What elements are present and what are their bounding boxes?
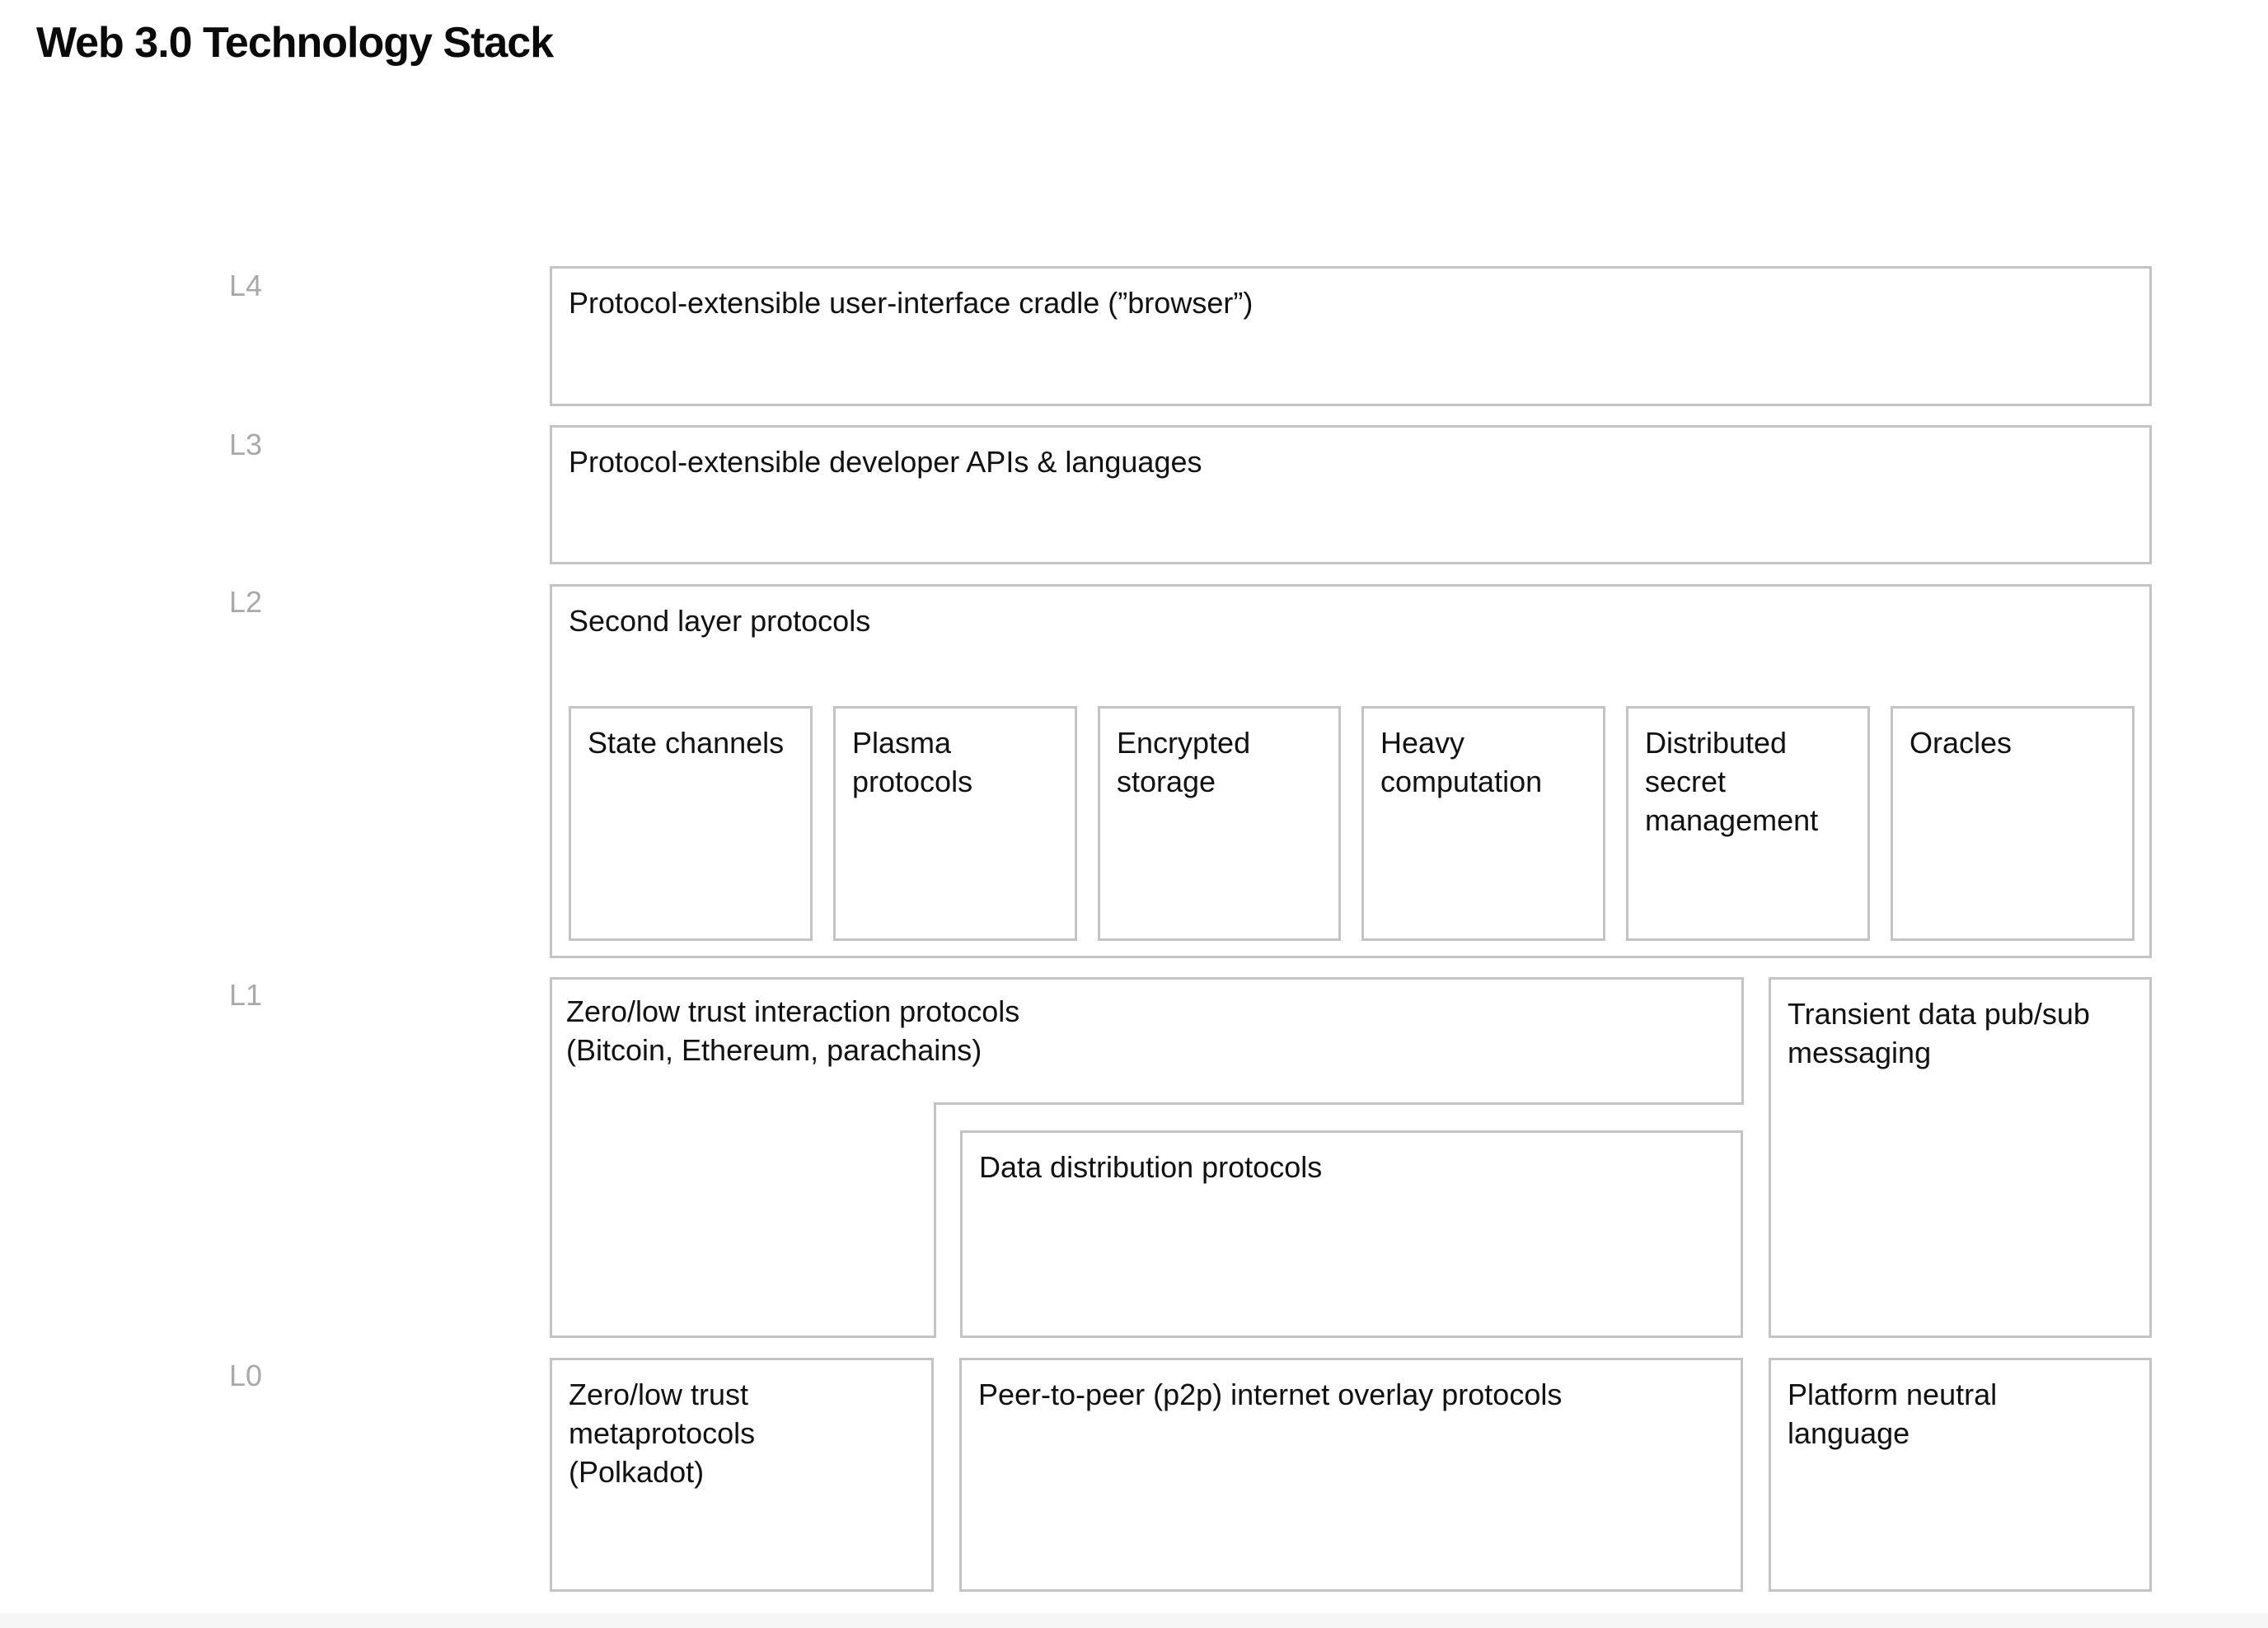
level-label-l4: L4 — [229, 269, 263, 302]
l4-browser-label: Protocol-extensible user-interface cradle (”browser”) — [569, 286, 1253, 320]
l2-second-layer-label: Second layer protocols — [569, 604, 871, 638]
l0-p2p-overlay-box — [959, 1358, 1743, 1592]
l2-item-state-channels — [569, 706, 813, 941]
l2-item-label: State channels — [588, 726, 785, 760]
l2-item-label: Encrypted storage — [1117, 726, 1251, 798]
l3-developer-apis-label: Protocol-extensible developer APIs & languages — [569, 445, 1202, 479]
l0-p2p-overlay-label: Peer-to-peer (p2p) internet overlay protocols — [978, 1378, 1563, 1411]
l0-metaprotocols-box — [550, 1358, 934, 1592]
l1-zero-trust-interaction-box — [550, 977, 1743, 1103]
level-label-l2: L2 — [229, 585, 263, 619]
l2-item-distributed-secret-management — [1626, 706, 1870, 941]
page-title: Web 3.0 Technology Stack — [36, 19, 554, 67]
l1-zero-trust-label-line1: Zero/low trust interaction protocols — [566, 994, 1020, 1028]
bottom-band — [0, 1613, 2268, 1628]
l2-item-label: Plasma protocols — [852, 726, 973, 798]
l2-item-encrypted-storage — [1098, 706, 1341, 941]
l1-data-distribution-label: Data distribution protocols — [979, 1150, 1323, 1184]
l1-transient-pubsub-label: Transient data pub/sub messaging — [1788, 997, 2090, 1069]
l2-item-label: Distributed secret management — [1645, 726, 1819, 837]
level-label-l3: L3 — [229, 428, 263, 461]
l2-item-label: Heavy computation — [1380, 726, 1543, 798]
l2-item-heavy-computation — [1361, 706, 1605, 941]
level-label-l1: L1 — [229, 978, 263, 1012]
l1-zero-trust-label-line2: (Bitcoin, Ethereum, parachains) — [566, 1033, 982, 1067]
l4-browser-box — [550, 266, 2152, 406]
level-label-l0: L0 — [229, 1359, 263, 1392]
l1-transient-pubsub-box — [1769, 977, 2152, 1338]
l0-platform-neutral-label: Platform neutral language — [1788, 1378, 1998, 1450]
l0-metaprotocols-label: Zero/low trust metaprotocols (Polkadot) — [569, 1378, 756, 1489]
l1-data-distribution-box — [960, 1130, 1743, 1338]
l2-item-plasma-protocols — [833, 706, 1077, 941]
l2-item-oracles — [1891, 706, 2134, 941]
l0-platform-neutral-box — [1769, 1358, 2152, 1592]
l3-developer-apis-box — [550, 425, 2152, 564]
l2-item-label: Oracles — [1910, 726, 2013, 760]
